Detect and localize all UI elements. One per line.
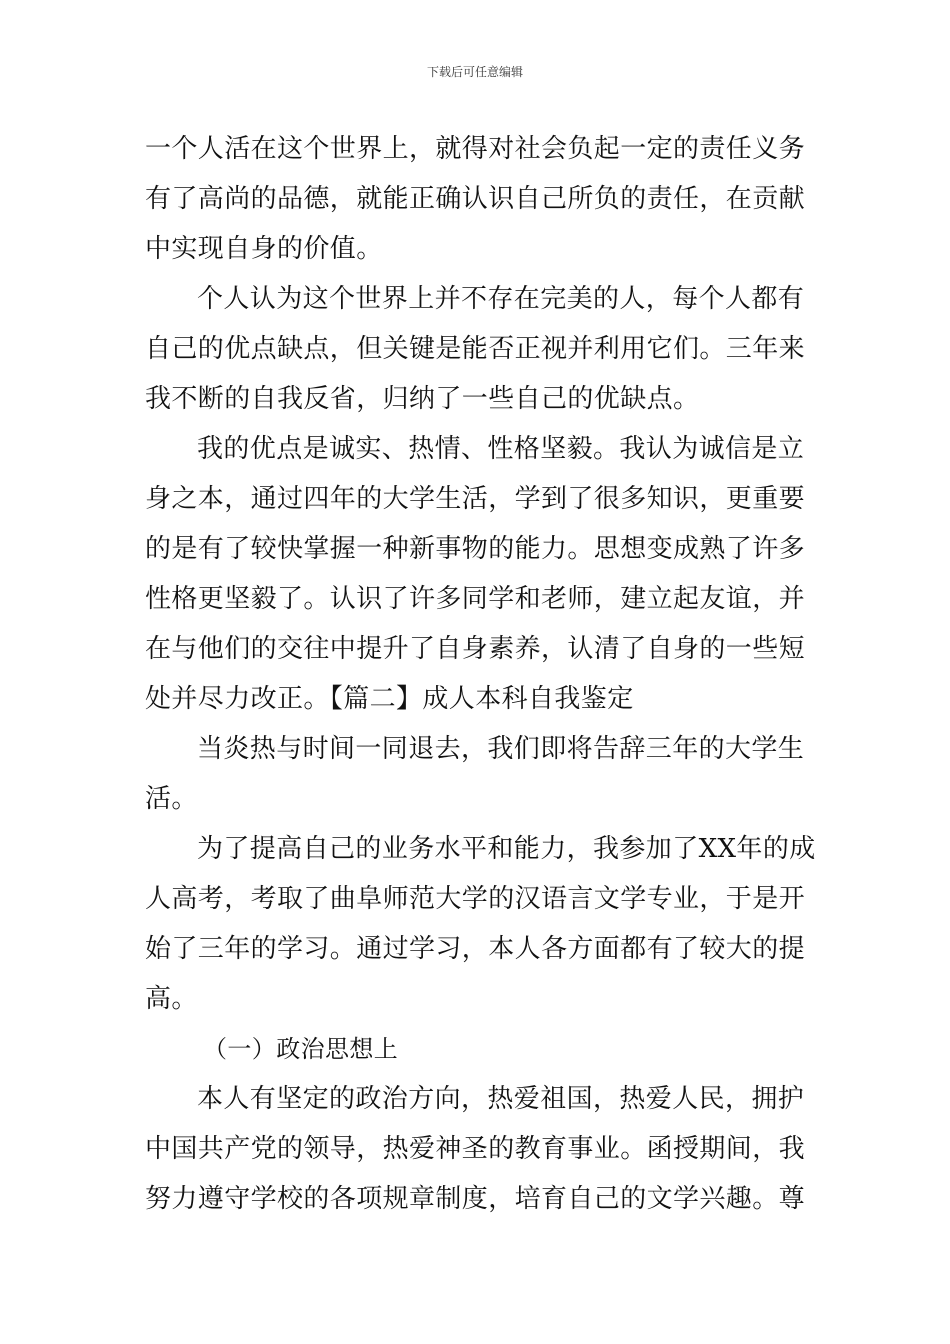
text-line: 中实现自身的价值。 (145, 234, 383, 264)
text-line: 的是有了较快掌握一种新事物的能力。思想变成熟了许多 (145, 534, 806, 564)
text-line: 在与他们的交往中提升了自身素养，认清了自身的一些短 (145, 634, 806, 664)
text-line: 高。 (145, 984, 198, 1014)
text-line: 自己的优点缺点，但关键是能否正视并利用它们。三年来 (145, 334, 806, 364)
text-line: 处并尽力改正。【篇二】成人本科自我鉴定 (145, 684, 634, 714)
text-line: 中国共产党的领导，热爱神圣的教育事业。函授期间，我 (145, 1134, 806, 1164)
text-line: 始了三年的学习。通过学习，本人各方面都有了较大的提 (145, 934, 806, 964)
text-line: 有了高尚的品德，就能正确认识自己所负的责任，在贡献 (145, 184, 806, 214)
text-line: 性格更坚毅了。认识了许多同学和老师，建立起友谊，并 (145, 584, 806, 614)
section-heading: （一）政治思想上 (203, 1035, 399, 1063)
text-line: 活。 (145, 784, 198, 814)
paragraph-start: 本人有坚定的政治方向，热爱祖国，热爱人民，拥护 (197, 1084, 805, 1114)
page-header: 下载后可任意编辑 (426, 65, 523, 79)
paragraph-start: 我的优点是诚实、热情、性格坚毅。我认为诚信是立 (197, 434, 805, 464)
text-line: 努力遵守学校的各项规章制度，培育自己的文学兴趣。尊 (145, 1184, 806, 1214)
document-body (145, 124, 816, 1224)
paragraph-start: 为了提高自己的业务水平和能力，我参加了XX年的成 (197, 834, 816, 864)
text-line: 一个人活在这个世界上，就得对社会负起一定的责任义务 (145, 134, 806, 164)
paragraph-start: 个人认为这个世界上并不存在完美的人，每个人都有 (197, 284, 805, 314)
paragraph-start: 当炎热与时间一同退去，我们即将告辞三年的大学生 (197, 734, 805, 764)
text-line: 我不断的自我反省，归纳了一些自己的优缺点。 (145, 384, 700, 414)
text-line: 身之本，通过四年的大学生活，学到了很多知识，更重要 (145, 484, 806, 514)
text-line: 人高考，考取了曲阜师范大学的汉语言文学专业，于是开 (145, 884, 806, 914)
